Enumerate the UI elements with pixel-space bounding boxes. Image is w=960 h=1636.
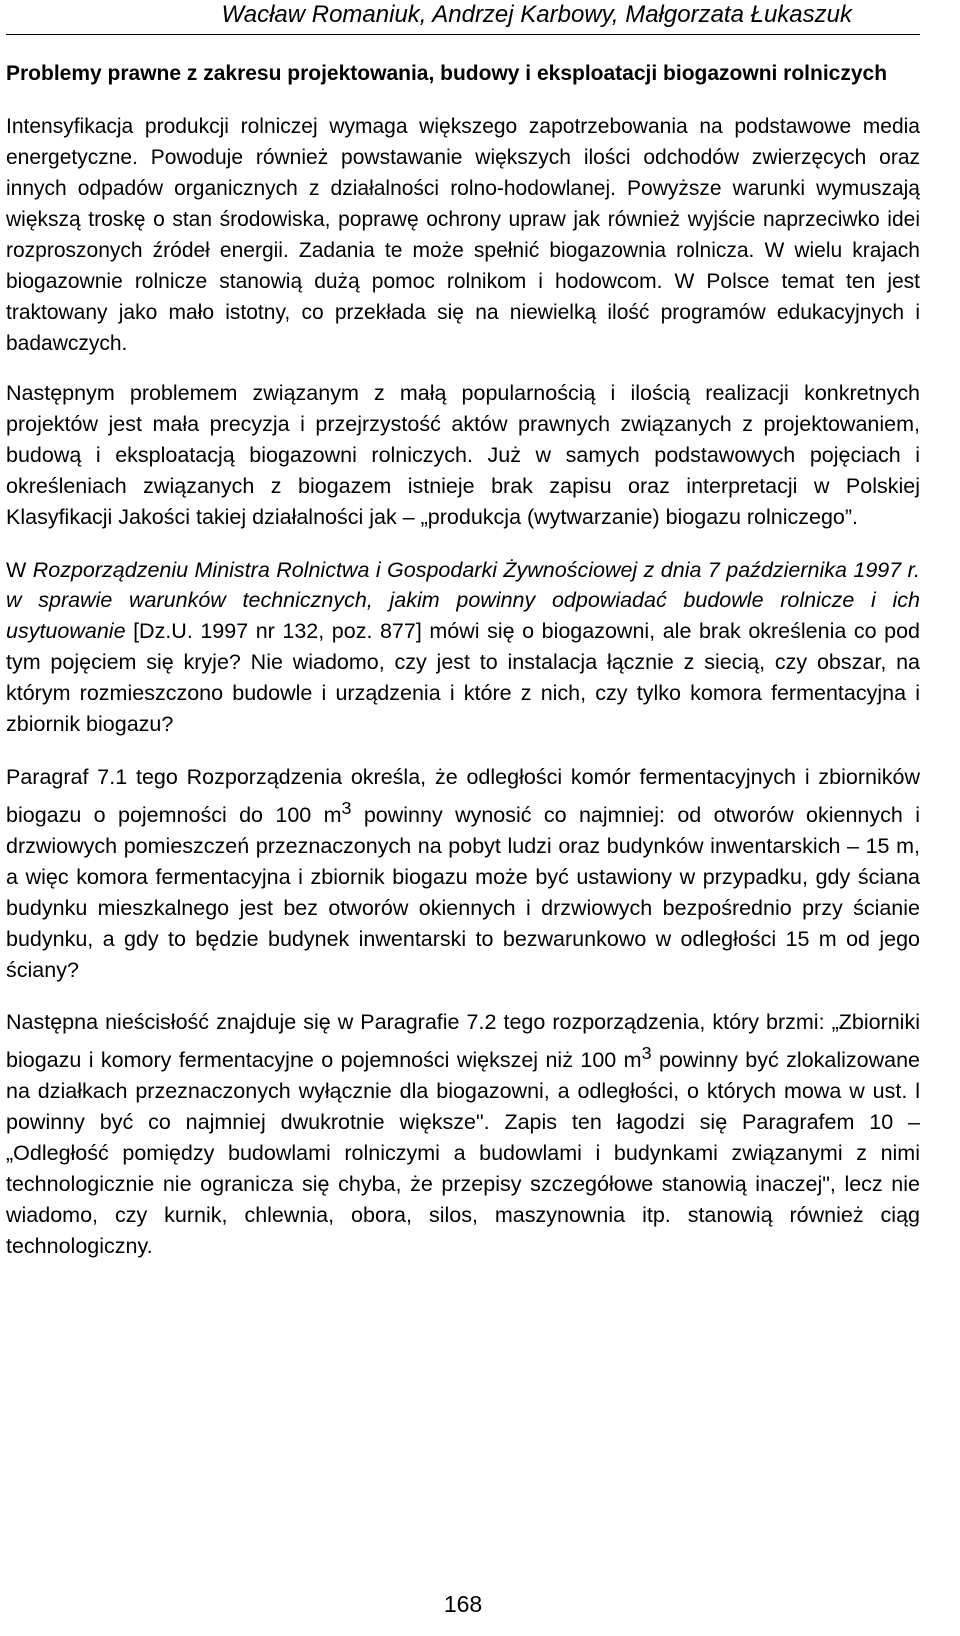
- regulation-title: Rozporządzeniu Ministra Rolnictwa i Gospodarki Żywnościowej z dnia 7 października 1997 r.: [32, 557, 920, 582]
- paragraph-intro: Intensyfikacja produkcji rolniczej wymaga większego zapotrzebowania na podstawowe media energetyczne. Powoduje również powstawanie większych ilości odchodów zwierzęcych oraz innych odpadów organicznych z działalności rolno-hodowlanej. Powyższe warunki wymuszają większą troskę o stan środowiska, poprawę ochrony upraw jak również wyjście naprzeciwko idei rozproszonych źródeł energii. Zadania te może spełnić biogazownia rolnicza. W wielu krajach biogazownie rolnicze stanowią dużą pomoc rolnikom i hodowcom. W Polsce temat ten jest traktowany jako mało istotny, co przekłada się na niewielką ilość programów edukacyjnych i badawczych.: [6, 115, 920, 355]
- paragraph-section-7-1-start: Paragraf 7.1 tego Rozporządzenia określa, że odległości komór fermentacyjnych i zbiorników biogazu o pojemności do 100 m: [6, 764, 920, 828]
- paragraph-section-7-1: [6, 762, 920, 986]
- cubic-superscript: 3: [641, 1043, 652, 1064]
- header-divider: [6, 34, 920, 35]
- cubic-superscript: 3: [341, 797, 352, 818]
- paragraph-legal-precision: Następnym problemem związanym z małą popularnością i ilością realizacji konkretnych projektów jest mała precyzja i przejrzystość aktów prawnych związanych z projektowaniem, budową i eksploatacją biogazowni rolniczych. Już w samych podstawowych pojęciach i określeniach związanych z biogazem istnieje brak zapisu oraz interpretacji w Polskiej Klasyfikacji Jakości takiej działalności jak – „produkcja (wytwarzanie) biogazu rolniczego”.: [6, 381, 920, 529]
- paragraph-section-7-2: [6, 1007, 920, 1261]
- page-number: 168: [443, 1591, 483, 1617]
- paragraph-section-7-2-end: powinny być zlokalizowane na działkach przeznaczonych wyłącznie dla biogazowni, a odległości, o których mowa w ust. l powinny być co najmniej dwukrotnie większe". Zapis ten łagodzi się Paragrafem 10 – „Odległość pomiędzy budowlami rolniczymi a budowlami i budynkami związanymi z nimi technologicznie nie ogranicza się chyba, że przepisy szczegółowe stanowią inaczej", lecz nie wiadomo, czy kurnik, chlewnia, obora, silos, maszynownia itp. stanowią również ciąg technologiczny.: [6, 1048, 920, 1258]
- page-content: [6, 59, 920, 1262]
- paragraph-section-7-1-end: powinny wynosić co najmniej: od otworów okiennych i drzwiowych pomieszczeń przeznaczonych na pobyt ludzi oraz budynków inwentarskich – 15 m, a więc komora fermentacyjna i zbiornik biogazu może być ustawiony w przypadku, gdy ściana budynku mieszkalnego jest bez otworów okiennych i drzwiowych bezpośrednio przy ścianie budynku, a gdy to będzie budynek inwentarski to bezwarunkowo w odległości 15 m od jego ściany?: [6, 803, 920, 982]
- regulation-subject: w sprawie warunków technicznych, jakim powinny odpowiadać budowle rolnicze i ich usytuowanie: [6, 588, 920, 644]
- paragraph-regulation: [6, 555, 920, 740]
- header-authors: Wacław Romaniuk, Andrzej Karbowy, Małgorzata Łukaszuk: [221, 1, 852, 28]
- paragraph-regulation-rest: [Dz.U. 1997 nr 132, poz. 877] mówi się o biogazowni, ale brak określenia co pod tym pojęciem się kryje? Nie wiadomo, czy jest to instalacja łącznie z siecią, czy obszar, na którym rozmieszczono budowle i urządzenia i które z nich, czy tylko komora fermentacyjna i zbiornik biogazu?: [6, 619, 920, 737]
- paragraph-section-7-2-start: Następna nieścisłość znajduje się w Paragrafie 7.2 tego rozporządzenia, który brzmi: „Zbiorniki biogazu i komory fermentacyjne o pojemności większej niż 100 m: [6, 1010, 920, 1073]
- paragraph-regulation-lead: W: [6, 557, 33, 582]
- page-header: [0, 0, 960, 36]
- section-title: Problemy prawne z zakresu projektowania, budowy i eksploatacji biogazowni rolniczych: [6, 62, 888, 85]
